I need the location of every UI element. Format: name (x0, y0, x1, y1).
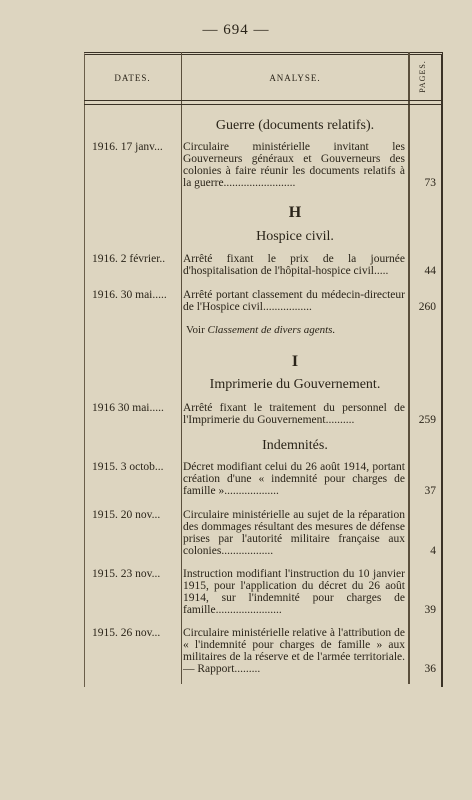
entry-date: 1916. 30 mai..... (92, 289, 167, 301)
entry-analysis: Arrêté fixant le prix de la journée d'hospitalisation de l'hôpital-hospice civil..... (183, 253, 405, 277)
entry-page: 37 (424, 485, 436, 497)
see-also-prefix: Voir (186, 324, 208, 336)
entry-analysis: Circulaire ministérielle relative à l'attribution de « l'indemnité pour charges de famille » aux militaires de la réserve et de l'armée territoriale. — Rapport......... (183, 627, 405, 675)
entry-analysis: Arrêté portant classement du médecin-directeur de l'Hospice civil................. (183, 289, 405, 313)
entry-date: 1915. 20 nov... (92, 509, 161, 521)
header-rule (84, 100, 442, 105)
entry-page: 259 (418, 414, 436, 426)
page-number: — 694 — (202, 22, 270, 38)
entry-analysis: Circulaire ministérielle invitant les Gouverneurs généraux et Gouverneurs des colonies à faire réunir les documents relatifs à la guerre......................... (183, 141, 405, 189)
see-also-note (186, 324, 406, 336)
column-divider-pages (408, 52, 410, 684)
entry-date: 1916. 2 février.. (92, 253, 166, 265)
section-indemnites-title: Indemnités. (262, 438, 328, 453)
entry-date: 1915. 23 nov... (92, 568, 161, 580)
header-pages (412, 58, 438, 98)
section-guerre-title: Guerre (documents relatifs). (215, 118, 375, 133)
entry-page: 44 (424, 265, 436, 277)
entry-analysis: Circulaire ministérielle au sujet de la réparation des dommages résultant des mesures de défense prises par l'autorité militaire française aux colonies.................. (183, 509, 405, 557)
see-also-reference: Classement de divers agents. (207, 324, 336, 336)
entry-page: 260 (418, 301, 436, 313)
section-h-title: Hospice civil. (256, 229, 334, 244)
entry-date: 1915. 3 octob... (92, 461, 164, 473)
entry-analysis: Arrêté fixant le traitement du personnel de l'Imprimerie du Gouvernement.......... (183, 402, 405, 426)
entry-analysis: Instruction modifiant l'instruction du 10 janvier 1915, pour l'application du décret du 26 août 1914, sur l'indemnité pour charges de famille....................... (183, 568, 405, 616)
header-dates: DATES. (114, 73, 151, 83)
entry-page: 39 (424, 604, 436, 616)
entry-page: 4 (430, 545, 436, 557)
section-i-letter: I (291, 353, 299, 370)
entry-date: 1915. 26 nov... (92, 627, 161, 639)
header-pages-label: PAGES. (417, 60, 427, 93)
section-h-letter: H (288, 204, 302, 221)
entry-page: 36 (424, 663, 436, 675)
section-i-title: Imprimerie du Gouvernement. (209, 377, 381, 392)
entry-date: 1916 30 mai..... (92, 402, 164, 414)
entry-date: 1916. 17 janv... (92, 141, 163, 153)
header-analyse: ANALYSE. (269, 73, 321, 83)
entry-page: 73 (424, 177, 436, 189)
entry-analysis: Décret modifiant celui du 26 août 1914, portant création d'une « indemnité pour charges de famille »................... (183, 461, 405, 497)
